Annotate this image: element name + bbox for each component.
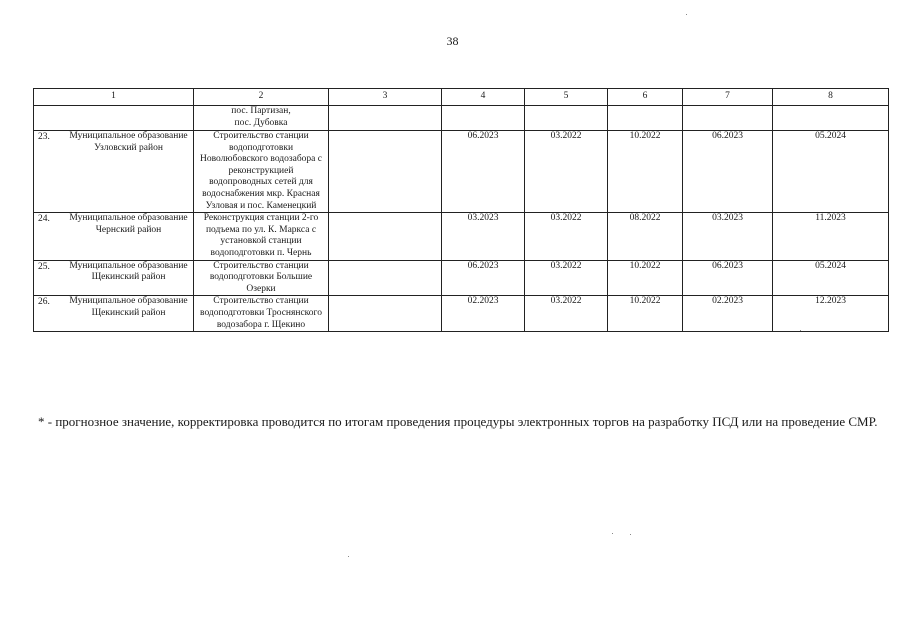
municipality-name: Муниципальное образование Чернский район [69, 213, 188, 235]
header-col-6: 6 [608, 89, 683, 106]
header-col-2: 2 [194, 89, 329, 106]
cell-object-continuation: пос. Партизан, пос. Дубовка [194, 106, 329, 131]
scan-speck [800, 330, 801, 331]
header-row [34, 89, 889, 106]
cell-col-7: 06.2023 [683, 131, 773, 213]
cell-empty [442, 106, 525, 131]
table-row [34, 131, 889, 213]
scan-speck [630, 534, 631, 535]
cell-col-5: 03.2022 [525, 131, 608, 213]
cell-object: Строительство станции водоподготовки Новолюбовского водозабора с реконструкцией водопроводных сетей для водоснабжения мкр. Красная Узловая и пос. Каменецкий [194, 131, 329, 213]
cell-col-5: 03.2022 [525, 260, 608, 296]
cell-col-6: 08.2022 [608, 213, 683, 260]
cell-col-5: 03.2022 [525, 213, 608, 260]
municipality-name: Муниципальное образование Щекинский район [69, 296, 188, 318]
table-row [34, 213, 889, 260]
cell-empty [608, 106, 683, 131]
cell-col-8: 05.2024 [773, 260, 889, 296]
table-row [34, 260, 889, 296]
cell-col-4: 06.2023 [442, 260, 525, 296]
cell-col-3 [329, 131, 442, 213]
row-number: 25. [38, 261, 50, 272]
row-number: 24. [38, 214, 50, 225]
page-number: 38 [446, 34, 459, 48]
table-row [34, 296, 889, 332]
header-col-5: 5 [525, 89, 608, 106]
cell-object: Строительство станции водоподготовки Троснянского водозабора г. Щекино [194, 296, 329, 332]
header-col-8: 8 [773, 89, 889, 106]
cell-col-4: 06.2023 [442, 131, 525, 213]
cell-empty [683, 106, 773, 131]
cell-col-3 [329, 260, 442, 296]
row-number: 26. [38, 297, 50, 308]
cell-col-6: 10.2022 [608, 131, 683, 213]
cell-empty [329, 106, 442, 131]
cell-col-6: 10.2022 [608, 296, 683, 332]
cell-col-8: 05.2024 [773, 131, 889, 213]
cell-empty [773, 106, 889, 131]
table-row-continuation [34, 106, 889, 131]
cell-col-4: 02.2023 [442, 296, 525, 332]
cell-col-3 [329, 296, 442, 332]
cell-col-3 [329, 213, 442, 260]
schedule-table [33, 88, 889, 332]
footnote: * - прогнозное значение, корректировка проводится по итогам проведения процедуры электронных торгов на разработку ПСД или на проведение СМР. [38, 414, 878, 429]
scan-speck [348, 556, 349, 557]
scan-speck [612, 533, 613, 534]
cell-empty [34, 106, 194, 131]
municipality-name: Муниципальное образование Щекинский район [69, 260, 188, 283]
cell-municipality [34, 213, 194, 260]
cell-municipality [34, 131, 194, 213]
header-col-7: 7 [683, 89, 773, 106]
cell-col-6: 10.2022 [608, 260, 683, 296]
cell-col-7: 06.2023 [683, 260, 773, 296]
scan-speck [686, 14, 687, 15]
cell-col-5: 03.2022 [525, 296, 608, 332]
row-number: 23. [38, 132, 50, 142]
cell-col-7: 03.2023 [683, 213, 773, 260]
cell-col-8: 11.2023 [773, 213, 889, 260]
cell-col-4: 03.2023 [442, 213, 525, 260]
header-col-3: 3 [329, 89, 442, 106]
header-col-1: 1 [34, 89, 194, 106]
cell-col-8: 12.2023 [773, 296, 889, 332]
municipality-name: Муниципальное образование Узловский район [69, 131, 188, 153]
cell-municipality [34, 296, 194, 332]
header-col-4: 4 [442, 89, 525, 106]
cell-object: Строительство станции водоподготовки Большие Озерки [194, 260, 329, 296]
cell-object: Реконструкция станции 2-го подъема по ул. К. Маркса с установкой станции водоподготовки п. Чернь [194, 213, 329, 260]
cell-col-7: 02.2023 [683, 296, 773, 332]
cell-municipality [34, 260, 194, 296]
cell-empty [525, 106, 608, 131]
